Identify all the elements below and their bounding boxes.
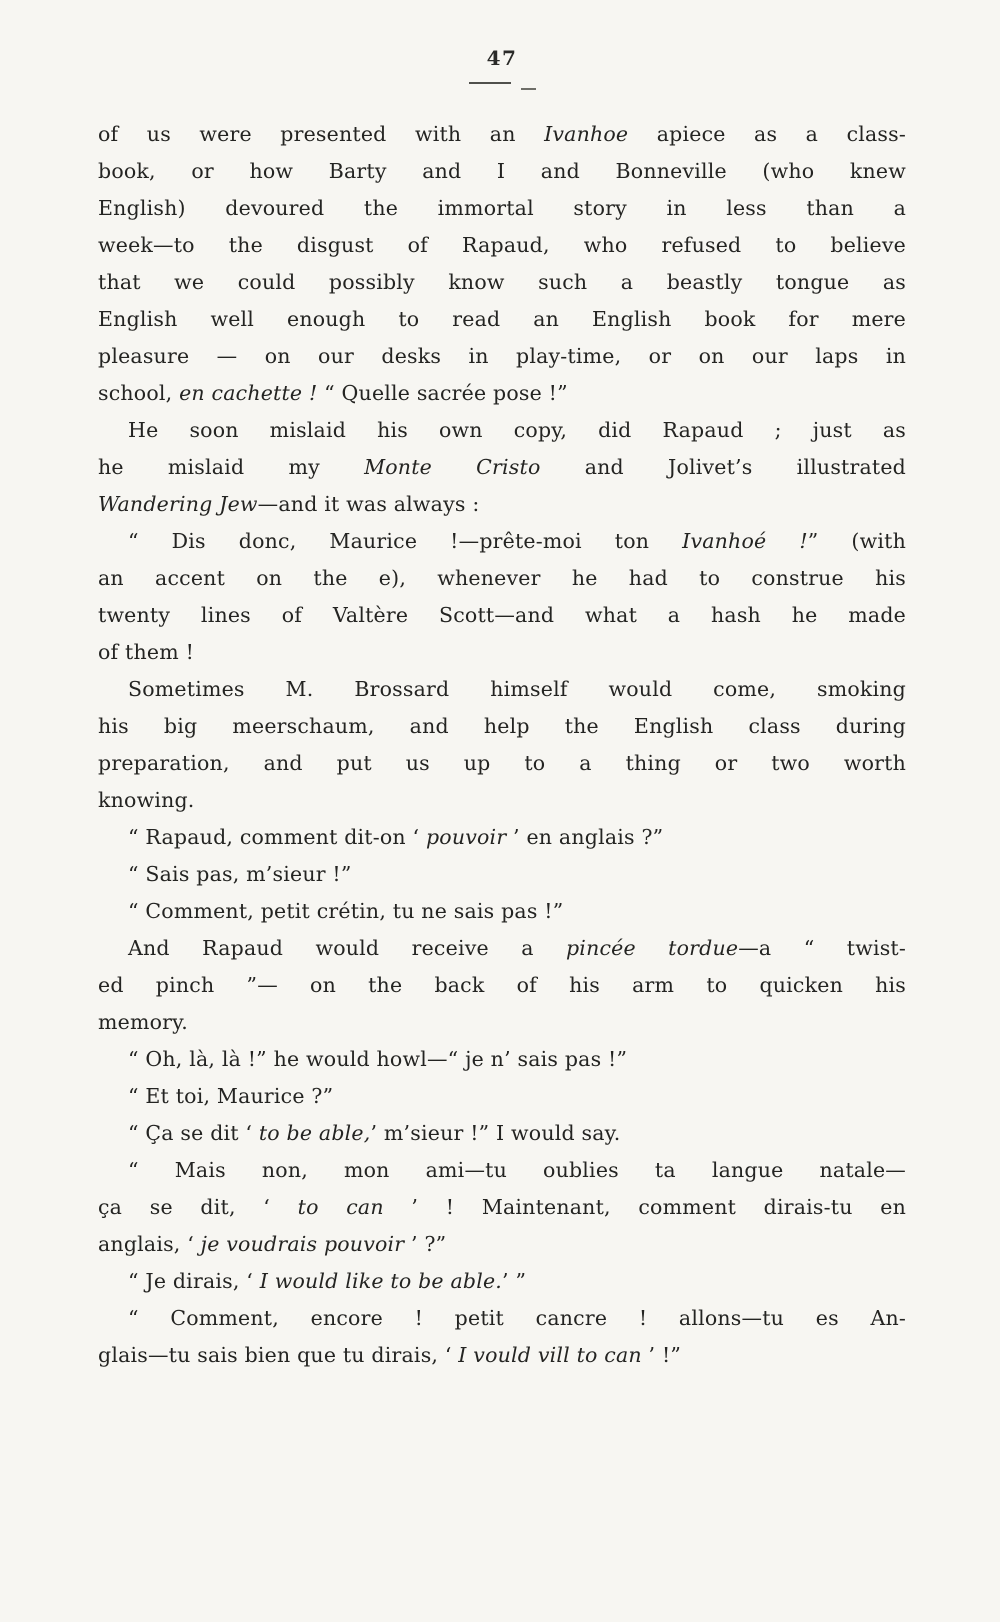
text-line	[98, 856, 906, 893]
text-run: memory.	[98, 1010, 188, 1034]
paragraph	[98, 930, 906, 1041]
text-run: anglais, ‘	[98, 1232, 201, 1256]
text-run: He soon mislaid his own copy, did Rapaud ; just as	[128, 418, 906, 442]
text-run: ’ ”	[502, 1269, 527, 1293]
text-line	[98, 116, 906, 153]
italic-text-run: to can	[297, 1195, 384, 1219]
paragraph	[98, 1078, 906, 1115]
paragraph	[98, 412, 906, 523]
text-line	[98, 671, 906, 708]
italic-text-run: je voudrais pouvoir	[200, 1232, 405, 1256]
text-run: and Jolivet’s illustrated	[540, 455, 907, 479]
text-run: English) devoured the immortal story in less than a	[98, 196, 906, 220]
page-number: 47	[486, 46, 518, 70]
text-run: “ Sais pas, m’sieur !”	[128, 862, 352, 886]
text-line	[98, 745, 906, 782]
text-run: “ Quelle sacrée pose !”	[317, 381, 568, 405]
text-line	[98, 486, 906, 523]
text-run: preparation, and put us up to a thing or two worth	[98, 751, 906, 775]
rule-segment-long	[469, 82, 511, 84]
text-line	[98, 301, 906, 338]
text-run: ’ !”	[641, 1343, 682, 1367]
italic-text-run: to be able,	[258, 1121, 371, 1145]
text-block	[98, 116, 906, 1374]
text-run: “ Comment, encore ! petit cancre ! allons—tu es An-	[128, 1306, 906, 1330]
italic-text-run: I would like to be able.	[259, 1269, 503, 1293]
paragraph	[98, 1152, 906, 1263]
text-line	[98, 449, 906, 486]
text-line	[98, 264, 906, 301]
text-run: ’ ! Maintenant, comment dirais-tu en	[383, 1195, 906, 1219]
text-run: pleasure — on our desks in play-time, or on our laps in	[98, 344, 906, 368]
text-run: of them !	[98, 640, 195, 664]
paragraph	[98, 671, 906, 819]
text-run: English well enough to read an English book for mere	[98, 307, 906, 331]
text-run: “ Dis donc, Maurice !—prête-moi ton	[128, 529, 683, 553]
text-run: “ Je dirais, ‘	[128, 1269, 260, 1293]
text-run: school,	[98, 381, 180, 405]
text-line	[98, 782, 906, 819]
text-line	[98, 1078, 906, 1115]
text-run: that we could possibly know such a beastly tongue as	[98, 270, 906, 294]
text-line	[98, 227, 906, 264]
paragraph	[98, 856, 906, 893]
italic-text-run: Wandering Jew	[98, 492, 258, 516]
text-run: apiece as a class-	[628, 122, 906, 146]
text-run: “ Et toi, Maurice ?”	[128, 1084, 334, 1108]
text-line	[98, 1300, 906, 1337]
text-line	[98, 1115, 906, 1152]
text-run: of us were presented with an	[98, 122, 545, 146]
text-run: glais—tu sais bien que tu dirais, ‘	[98, 1343, 459, 1367]
paragraph	[98, 1263, 906, 1300]
text-line	[98, 597, 906, 634]
text-run: ” (with	[807, 529, 906, 553]
text-line	[98, 708, 906, 745]
text-line	[98, 375, 906, 412]
text-line	[98, 338, 906, 375]
text-line	[98, 1226, 906, 1263]
italic-text-run: I vould vill to can	[458, 1343, 642, 1367]
text-line	[98, 819, 906, 856]
text-line	[98, 634, 906, 671]
paragraph	[98, 1300, 906, 1374]
text-line	[98, 1189, 906, 1226]
header-rule	[98, 82, 906, 92]
text-run: “ Oh, là, là !” he would howl—“ je n’ sais pas !”	[128, 1047, 628, 1071]
paragraph	[98, 893, 906, 930]
text-line	[98, 893, 906, 930]
rule-segment-short	[521, 88, 536, 90]
text-run: ’ en anglais ?”	[506, 825, 664, 849]
text-run: ’ ?”	[404, 1232, 447, 1256]
text-run: And Rapaud would receive a	[128, 936, 566, 960]
text-run: twenty lines of Valtère Scott—and what a hash he made	[98, 603, 906, 627]
text-run: Sometimes M. Brossard himself would come, smoking	[128, 677, 906, 701]
text-run: book, or how Barty and I and Bonneville (who knew	[98, 159, 906, 183]
text-run: “ Comment, petit crétin, tu ne sais pas !”	[128, 899, 564, 923]
paragraph	[98, 1115, 906, 1152]
text-run: ’ m’sieur !” I would say.	[370, 1121, 621, 1145]
text-line	[98, 1004, 906, 1041]
text-run: ça se dit, ‘	[98, 1195, 298, 1219]
text-run: —a “ twist-	[738, 936, 906, 960]
text-line	[98, 560, 906, 597]
text-run: ed pinch ”— on the back of his arm to quicken his	[98, 973, 906, 997]
paragraph	[98, 523, 906, 671]
text-line	[98, 1337, 906, 1374]
paragraph	[98, 116, 906, 412]
text-line	[98, 1041, 906, 1078]
text-run: his big meerschaum, and help the English class during	[98, 714, 906, 738]
text-run: he mislaid my	[98, 455, 365, 479]
italic-text-run: Ivanhoe	[544, 122, 629, 146]
text-line	[98, 1152, 906, 1189]
italic-text-run: Ivanhoé !	[682, 529, 808, 553]
text-run: knowing.	[98, 788, 195, 812]
italic-text-run: pouvoir	[425, 825, 507, 849]
text-line	[98, 1263, 906, 1300]
text-run: —and it was always :	[257, 492, 480, 516]
text-run: an accent on the e), whenever he had to construe his	[98, 566, 906, 590]
text-line	[98, 190, 906, 227]
italic-text-run: Monte Cristo	[364, 455, 541, 479]
text-run: “ Mais non, mon ami—tu oublies ta langue natale—	[128, 1158, 906, 1182]
text-run: “ Rapaud, comment dit-on ‘	[128, 825, 426, 849]
text-line	[98, 967, 906, 1004]
paragraph	[98, 1041, 906, 1078]
text-line	[98, 153, 906, 190]
italic-text-run: pincée tordue	[565, 936, 739, 960]
italic-text-run: en cachette !	[179, 381, 318, 405]
text-line	[98, 930, 906, 967]
paragraph	[98, 819, 906, 856]
text-run: “ Ça se dit ‘	[128, 1121, 259, 1145]
text-run: week—to the disgust of Rapaud, who refused to believe	[98, 233, 906, 257]
text-line	[98, 412, 906, 449]
text-line	[98, 523, 906, 560]
